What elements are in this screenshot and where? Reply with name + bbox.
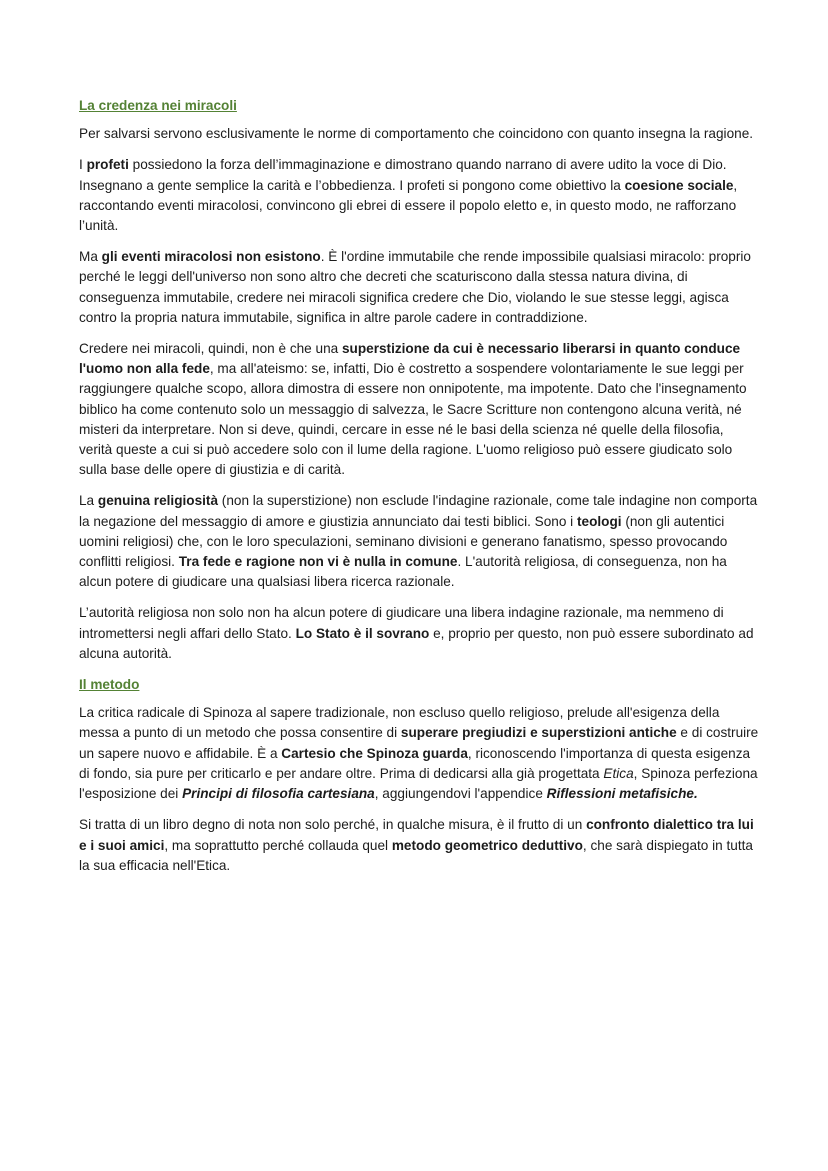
- text-run: (non la superstizione) non esclude l'indagine razionale, come tale indagine non comporta la negazione del messaggio di amore e giustizia annunciato dai testi biblici. Sono i: [79, 493, 758, 529]
- text-run: La: [79, 493, 98, 509]
- bold-text: coesione sociale: [624, 177, 734, 193]
- text-run: Credere nei miracoli, quindi, non è che una: [79, 341, 342, 357]
- text-run: Si tratta di un libro degno di nota non solo perché, in qualche misura, è il frutto di un: [79, 817, 587, 833]
- text-run: , che sarà dispiegato in tutta la sua efficacia nell'Etica.: [79, 837, 753, 873]
- bold-text: confronto dialettico tra lui e i suoi amici: [79, 817, 754, 853]
- bold-text: Lo Stato è il sovrano: [295, 625, 430, 641]
- text-run: Per salvarsi servono esclusivamente le norme di comportamento che coincidono con quanto insegna la ragione.: [79, 126, 754, 142]
- text-run: , ma all'ateismo: se, infatti, Dio è costretto a sospendere volontariamente le sue leggi per raggiungere qualche scopo, allora dimostra di essere non onnipotente, ma impotente. Dato che l'insegnamento biblico ha come contenuto solo un messaggio di salvezza, le Sacre Scritture non contengono alcuna verità, né misteri da interpretare. Non si deve, quindi, cercare in esse né le basi della scienza né quelle della filosofia, verità queste a cui si può accedere solo con il lume della ragione. L'uomo religioso può essere giudicato solo sulla base delle opere di giustizia e di carità.: [79, 361, 747, 478]
- text-run: . È l'ordine immutabile che rende impossibile qualsiasi miracolo: proprio perché le leggi dell'universo non sono altro che decreti che scaturiscono dalla stessa natura divina, di conseguenza immutabile, credere nei miracoli significa credere che Dio, violando le sue stesse leggi, agisca contro la propria natura immutabile, significa in altre parole cadere in contraddizione.: [79, 249, 751, 325]
- text-run: , Spinoza perfeziona l'esposizione dei: [79, 765, 758, 802]
- bold-italic-text: Riflessioni metafisiche.: [546, 786, 698, 802]
- text-run: Ma: [79, 249, 102, 265]
- bold-text: teologi: [576, 513, 622, 529]
- bold-italic-text: Principi di filosofia cartesiana: [182, 786, 375, 802]
- paragraph-religiosita: [79, 491, 759, 592]
- paragraph-superstizione: [79, 339, 759, 480]
- bold-text: metodo geometrico deduttivo: [391, 837, 583, 853]
- text-run: , aggiungendovi l'appendice: [374, 786, 547, 802]
- text-run: (non gli autentici uomini religiosi) che, con le loro speculazioni, seminano divisioni e generano fanatismo, spesso provocando conflitti religiosi.: [79, 513, 728, 570]
- text-run: L’autorità religiosa non solo non ha alcun potere di giudicare una libera indagine razionale, ma nemmeno di intromettersi negli affari dello Stato.: [79, 605, 724, 641]
- bold-text: superare pregiudizi e superstizioni antiche: [400, 725, 677, 741]
- text-run: e, proprio per questo, non può essere subordinato ad alcuna autorità.: [79, 625, 754, 661]
- section-heading-miracoli: La credenza nei miracoli: [79, 98, 237, 113]
- document-body: [79, 96, 759, 887]
- paragraph-libro: [79, 815, 759, 876]
- text-run: , riconoscendo l'importanza di questa esigenza di fondo, sia pure per criticarlo e per andare oltre. Prima di dedicarsi alla già progettata: [79, 745, 751, 781]
- section-heading-metodo: Il metodo: [79, 677, 140, 693]
- text-run: I: [79, 157, 87, 173]
- paragraph-stato: [79, 603, 759, 664]
- bold-text: Tra fede e ragione non vi è nulla in comune: [178, 554, 458, 570]
- bold-text: genuina religiosità: [97, 493, 219, 509]
- text-run: , ma soprattutto perché collauda quel: [164, 837, 392, 853]
- italic-text: Etica: [603, 765, 634, 781]
- bold-text: gli eventi miracolosi non esistono: [101, 249, 321, 265]
- text-run: e di costruire un sapere nuovo e affidabile. È a: [79, 725, 759, 761]
- text-run: La critica radicale di Spinoza al sapere tradizionale, non escluso quello religioso, prelude all'esigenza della messa a punto di un metodo che possa consentire di: [79, 705, 720, 741]
- paragraph-critica-radicale: [79, 703, 759, 804]
- paragraph-salvezza: [79, 124, 759, 144]
- bold-text: superstizione da cui è necessario liberarsi in quanto conduce l'uomo non alla fede: [79, 341, 741, 377]
- paragraph-eventi-miracolosi: [79, 247, 759, 328]
- text-run: . L'autorità religiosa, di conseguenza, non ha alcun potere di giudicare una qualsiasi libera ricerca razionale.: [79, 554, 727, 590]
- paragraph-profeti: [79, 155, 759, 236]
- text-run: , raccontando eventi miracolosi, convincono gli ebrei di essere il popolo eletto e, in questo modo, ne rafforzano l’unità.: [79, 177, 738, 234]
- bold-text: profeti: [86, 157, 129, 173]
- text-run: possiedono la forza dell’immaginazione e dimostrano quando narrano di avere udito la voce di Dio. Insegnano a gente semplice la carità e l’obbedienza. I profeti si pongono come obiettivo la: [79, 157, 727, 193]
- bold-text: Cartesio che Spinoza guarda: [281, 745, 468, 761]
